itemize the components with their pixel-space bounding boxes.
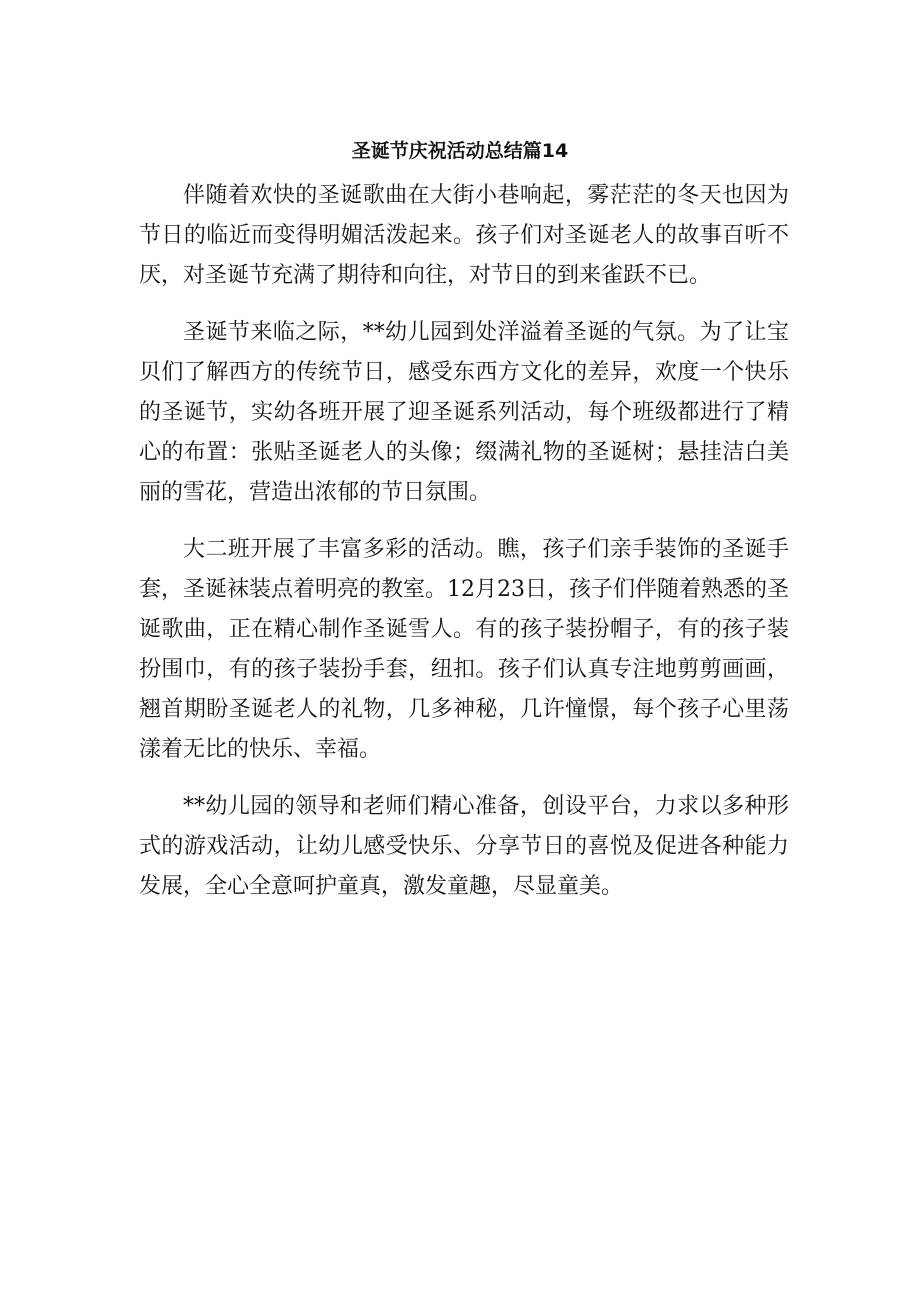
paragraph-3: 大二班开展了丰富多彩的活动。瞧，孩子们亲手装饰的圣诞手套，圣诞袜装点着明亮的教室。12月23日，孩子们伴随着熟悉的圣诞歌曲，正在精心制作圣诞雪人。有的孩子装扮帽子，有的孩子装扮围巾，有的孩子装扮手套，纽扣。孩子们认真专注地剪剪画画，翘首期盼圣诞老人的礼物，几多神秘，几许憧憬，每个孩子心里荡漾着无比的快乐、幸福。 [139, 537, 789, 762]
document-title: 圣诞节庆祝活动总结篇14 [351, 140, 569, 162]
document-body [139, 176, 789, 924]
paragraph-2: 圣诞节来临之际，**幼儿园到处洋溢着圣诞的气氛。为了让宝贝们了解西方的传统节日，感受东西方文化的差异，欢度一个快乐的圣诞节，实幼各班开展了迎圣诞系列活动，每个班级都进行了精心的布置：张贴圣诞老人的头像；缀满礼物的圣诞树；悬挂洁白美丽的雪花，营造出浓郁的节日氛围。 [139, 320, 789, 505]
paragraph-1: 伴随着欢快的圣诞歌曲在大街小巷响起，雾茫茫的冬天也因为节日的临近而变得明媚活泼起来。孩子们对圣诞老人的故事百听不厌，对圣诞节充满了期待和向往，对节日的到来雀跃不已。 [139, 183, 789, 288]
paragraph-4: **幼儿园的领导和老师们精心准备，创设平台，力求以多种形式的游戏活动，让幼儿感受快乐、分享节日的喜悦及促进各种能力发展，全心全意呵护童真，激发童趣，尽显童美。 [139, 794, 789, 899]
